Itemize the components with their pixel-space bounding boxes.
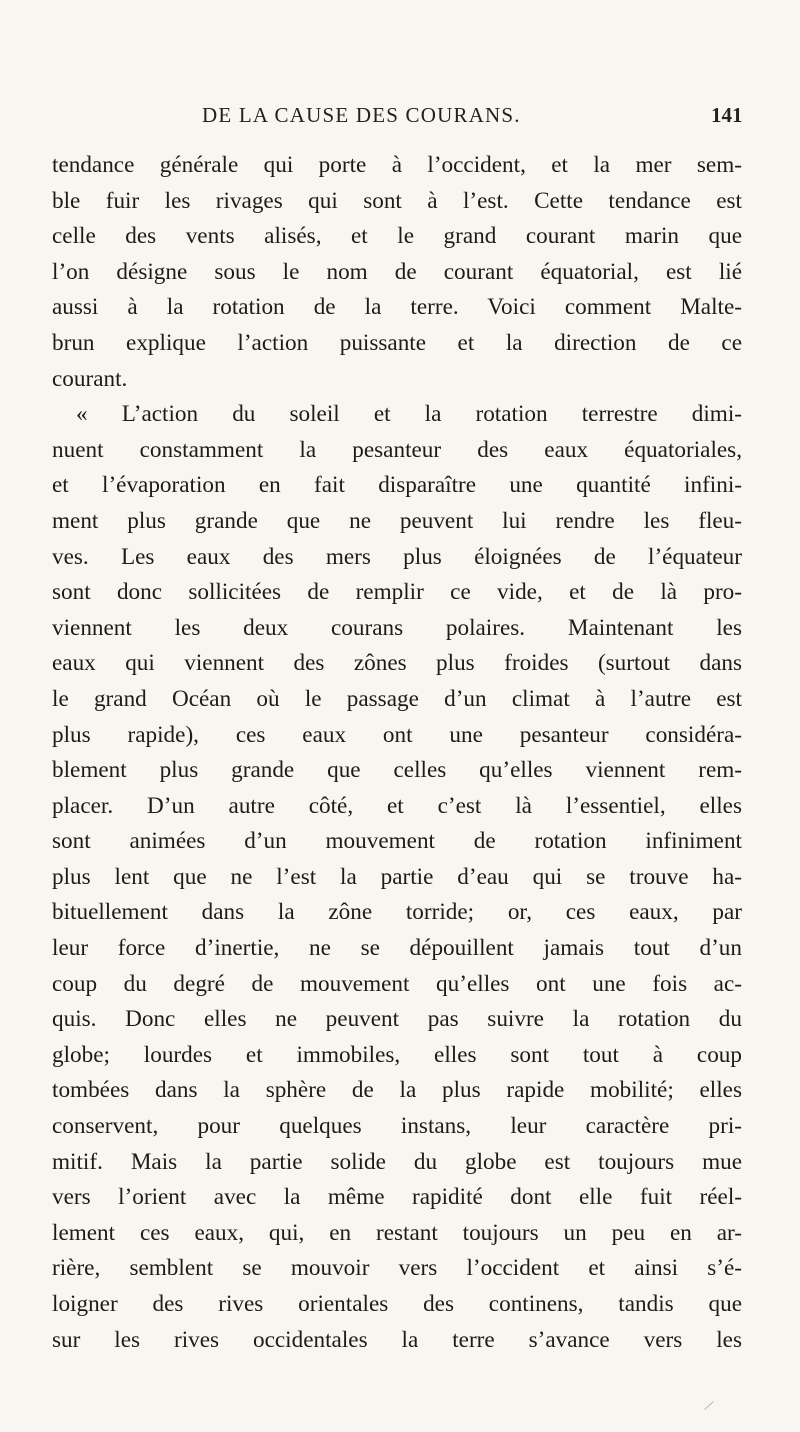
running-title: DE LA CAUSE DES COURANS. <box>202 103 521 127</box>
text-line: celle des vents alisés, et le grand courant marin que <box>52 223 742 250</box>
text-line: vers l’orient avec la même rapidité dont elle fuit réel- <box>52 1184 742 1211</box>
paper-speck <box>704 1401 714 1410</box>
text-line: sur les rives occidentales la terre s’avance vers les <box>52 1326 742 1353</box>
body-text <box>52 148 742 1358</box>
running-head <box>0 103 800 133</box>
text-line: bituellement dans la zône torride; or, ces eaux, par <box>52 899 742 926</box>
text-line: sont animées d’un mouvement de rotation infiniment <box>52 828 742 855</box>
text-line: mitif. Mais la partie solide du globe est toujours mue <box>52 1148 742 1175</box>
text-line: blement plus grande que celles qu’elles viennent rem- <box>52 757 742 784</box>
text-line: rière, semblent se mouvoir vers l’occident et ainsi s’é- <box>52 1255 742 1282</box>
text-line: quis. Donc elles ne peuvent pas suivre la rotation du <box>52 1006 742 1033</box>
text-line: conservent, pour quelques instans, leur caractère pri- <box>52 1113 742 1140</box>
text-line: ble fuir les rivages qui sont à l’est. Cette tendance est <box>52 187 742 214</box>
text-line: brun explique l’action puissante et la direction de ce <box>52 329 742 356</box>
text-line: et l’évaporation en fait disparaître une quantité infini- <box>52 472 742 499</box>
text-line: ment plus grande que ne peuvent lui rendre les fleu- <box>52 507 742 534</box>
text-line: plus rapide), ces eaux ont une pesanteur considéra- <box>52 721 742 748</box>
text-line: nuent constamment la pesanteur des eaux équatoriales, <box>52 436 742 463</box>
text-line: viennent les deux courans polaires. Maintenant les <box>52 614 742 641</box>
text-line: lement ces eaux, qui, en restant toujours un peu en ar- <box>52 1219 742 1246</box>
text-line: le grand Océan où le passage d’un climat à l’autre est <box>52 685 742 712</box>
text-line: coup du degré de mouvement qu’elles ont une fois ac- <box>52 970 742 997</box>
text-line: leur force d’inertie, ne se dépouillent jamais tout d’un <box>52 935 742 962</box>
text-line: loigner des rives orientales des continens, tandis que <box>52 1291 742 1317</box>
text-line: « L’action du soleil et la rotation terrestre dimi- <box>76 401 742 428</box>
page-number: 141 <box>711 103 743 127</box>
text-line: tendance générale qui porte à l’occident, et la mer sem- <box>52 152 742 178</box>
text-line: l’on désigne sous le nom de courant équatorial, est lié <box>52 258 742 285</box>
text-line: plus lent que ne l’est la partie d’eau qui se trouve ha- <box>52 863 742 890</box>
text-line: eaux qui viennent des zônes plus froides (surtout dans <box>52 650 742 677</box>
text-line: sont donc sollicitées de remplir ce vide, et de là pro- <box>52 579 742 606</box>
text-line: placer. D’un autre côté, et c’est là l’essentiel, elles <box>52 792 742 819</box>
text-line: courant. <box>52 365 128 392</box>
text-line: tombées dans la sphère de la plus rapide mobilité; elles <box>52 1077 742 1104</box>
text-line: aussi à la rotation de la terre. Voici comment Malte- <box>52 294 742 321</box>
text-line: globe; lourdes et immobiles, elles sont tout à coup <box>52 1041 742 1068</box>
text-line: ves. Les eaux des mers plus éloignées de l’équateur <box>52 543 742 570</box>
